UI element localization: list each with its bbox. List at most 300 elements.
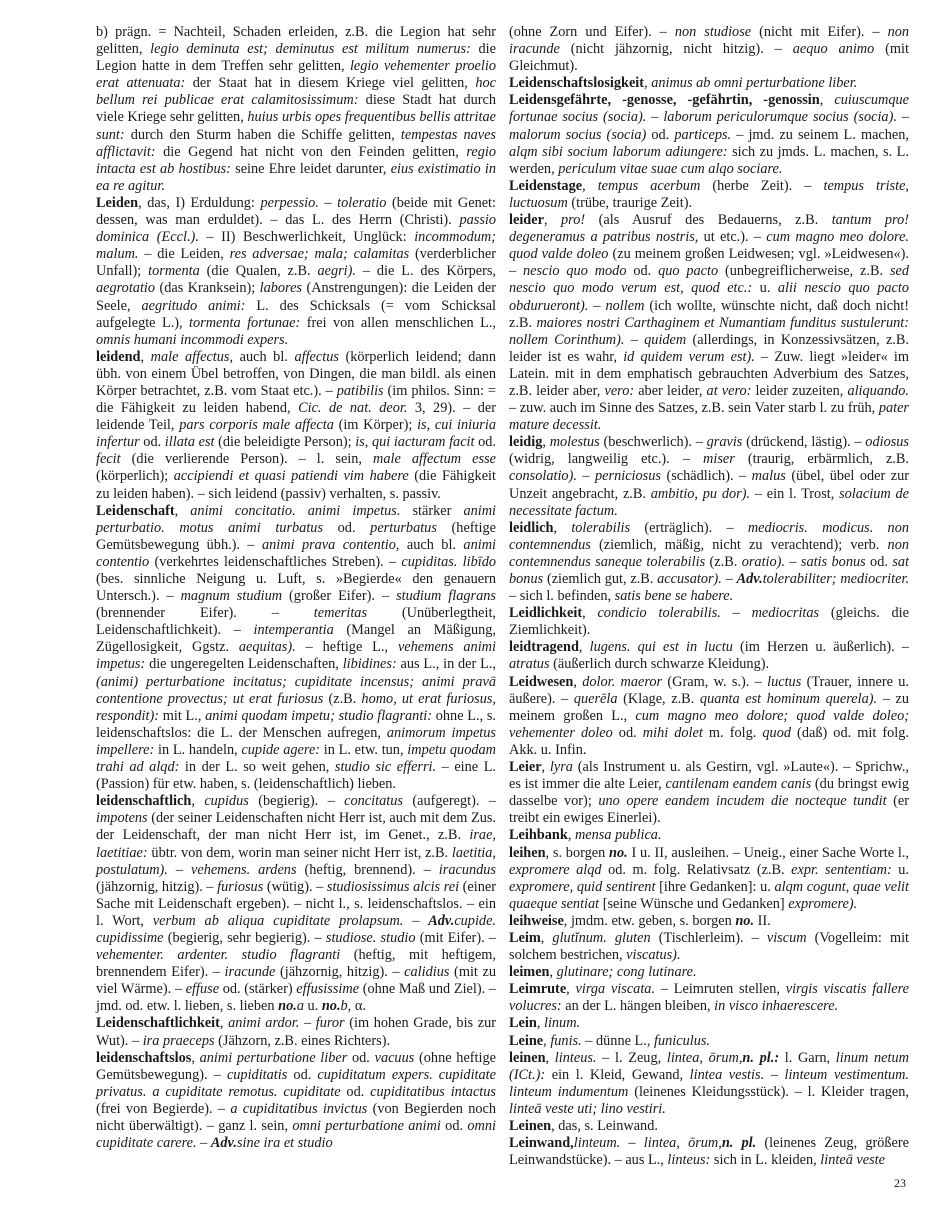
german-text: –: [646, 109, 664, 126]
latin-text: virgis viscatis fallere volucres:: [509, 981, 909, 1015]
latin-text: studio sic efferri.: [334, 759, 437, 776]
headword: Leihbank: [509, 827, 568, 844]
german-text: (aufgeregt). –: [402, 793, 496, 810]
german-text: die Legion hatte in dem Treffen sehr gelitten,: [96, 41, 497, 75]
latin-text: particeps.: [674, 126, 732, 143]
headword: leidlich: [509, 519, 554, 536]
german-text: mit L.,: [159, 707, 206, 724]
dictionary-entry: [96, 793, 496, 1015]
german-text: α.: [351, 998, 366, 1015]
latin-text: a: [296, 998, 304, 1015]
german-text: – zu meinem großen L.,: [509, 690, 909, 724]
latin-text: cuiuscumque fortunae socius (socia).: [509, 92, 909, 126]
latin-text: condicio tolerabilis.: [597, 605, 721, 622]
latin-text: laborum periculorumque socius (socia).: [663, 109, 897, 126]
german-text: od.: [865, 553, 893, 570]
dictionary-entry: [509, 24, 909, 75]
german-text: (ohne heftige Gemütsbewegung). –: [96, 1049, 496, 1083]
german-text: stärker: [400, 502, 464, 519]
latin-text: sed nescio quo modo verum est, quod etc.:: [509, 263, 909, 297]
headword: Leidenschaftslosigkeit: [509, 75, 645, 92]
latin-text: legio deminuta est; deminutus est militum numerus:: [150, 41, 471, 58]
latin-text: pars corporis male affecta: [179, 417, 334, 434]
german-text: (die Qualen, z.B.: [199, 263, 318, 280]
headword: leidig: [509, 434, 543, 451]
dictionary-entry: [509, 827, 909, 844]
latin-text: pro!: [561, 212, 586, 229]
latin-text: perturbatus: [370, 519, 437, 536]
german-text: –: [721, 571, 737, 587]
headword: Leidenstage: [509, 177, 583, 194]
german-text: II.: [754, 912, 771, 929]
latin-text: aegrotatio: [96, 280, 156, 297]
german-text: an der L. hängen bleiben,: [561, 998, 715, 1015]
german-text: – Zuw. liegt »leider« im Latein. mit in dem emphatisch gebrauchten Adverbium des Satzes, z.B. leider aber,: [509, 348, 909, 399]
german-text: – Leimruten stellen,: [655, 981, 786, 998]
german-text: (als Instrument u. als Gestirn, vgl. »Laute«). – Sprichw., es ist immer die alte Leier,: [509, 759, 909, 793]
german-text: ,: [553, 519, 572, 536]
german-text: (Jähzorn, z.B. eines Richters).: [214, 1032, 391, 1049]
german-text: (von Begierden noch nicht überwältigt). – ganz l. sein,: [96, 1100, 496, 1134]
german-text: (Vogelleim: mit solchem bestrichen,: [509, 929, 910, 964]
dictionary-entry: [96, 503, 496, 794]
german-text: –: [167, 861, 191, 878]
latin-text: in visco inhaerescere.: [714, 998, 839, 1015]
dictionary-entry: [509, 964, 909, 981]
german-text: – dünne L.,: [581, 1032, 654, 1049]
latin-text: perpessio.: [260, 194, 319, 211]
latin-text: animi prava contentio,: [261, 536, 400, 553]
headword: Leier: [509, 759, 542, 776]
latin-text: mensa publica.: [574, 827, 662, 844]
latin-text: nollem: [605, 297, 645, 314]
german-text: (im hohen Grade, bis zur Wut). –: [96, 1015, 496, 1049]
german-text: ,: [542, 434, 550, 451]
latin-text: quod: [762, 724, 791, 741]
latin-text: furor: [315, 1015, 345, 1032]
latin-text: tempus acerbum: [597, 177, 701, 194]
latin-text: lintea, ōrum,: [643, 1135, 722, 1152]
latin-text: tantum pro! degeneramus a patribus nostris,: [509, 212, 909, 246]
latin-text: hoc bellum rei publicae erat calamitosissimum:: [96, 75, 496, 109]
latin-text: lugens. qui est in luctu: [589, 639, 733, 656]
german-text: (wütig). –: [263, 878, 327, 895]
latin-text: regio intacta est ab hostibus:: [96, 143, 496, 177]
german-text: (im philos. Sinn: = die Fähigkeit zu leiden habend,: [96, 382, 496, 417]
german-text: (begierig, sehr begierig). –: [163, 929, 326, 946]
german-text: in der L. so weit gehen,: [179, 759, 335, 776]
german-text: u.: [752, 280, 778, 297]
german-text: (widrig, langweilig etc.). –: [509, 451, 704, 468]
german-text: (im Körper);: [333, 417, 418, 434]
latin-text: exprоmere, quid sentirent: [509, 878, 656, 895]
latin-text: impetu quodam trahi ad alqd:: [96, 741, 496, 776]
latin-text: sine ira et studio: [236, 1135, 333, 1152]
latin-text: a cupiditatibus invictus: [230, 1100, 368, 1117]
latin-text: alii nescio quo pacto obdurueront).: [509, 280, 909, 314]
latin-text: molestus: [549, 434, 600, 451]
german-text: ,: [567, 827, 575, 844]
dictionary-entry: [509, 520, 909, 605]
latin-text: vehemens animi impetus:: [96, 639, 496, 673]
german-text: od.: [340, 1083, 371, 1100]
latin-text: omnis humani incommodi expers.: [96, 331, 289, 348]
german-text: ,: [578, 639, 590, 656]
dictionary-entry: [96, 1015, 496, 1049]
latin-text: cantilenam eandem canis: [665, 776, 812, 793]
german-text: [ihre Gedanken]: u.: [655, 878, 775, 895]
grammar-label: no.: [321, 998, 341, 1015]
german-text: od.: [612, 724, 643, 741]
german-text: ,: [541, 759, 550, 776]
headword: leidtragend: [509, 639, 579, 656]
german-text: u.: [891, 861, 910, 878]
dictionary-entry: [509, 845, 909, 913]
latin-text: linum netum (ICt.):: [509, 1049, 909, 1083]
latin-text: passio dominica (Eccl.).: [96, 212, 496, 246]
latin-text: cupiditatis: [226, 1066, 288, 1083]
german-text: (leinenes Kleidungsstück). – l. Kleider tragen,: [628, 1083, 910, 1100]
latin-text: non contemnendus saneque tolerabilis: [509, 536, 909, 570]
german-text: –: [403, 912, 429, 929]
latin-text: maiores nostri Carthaginem et Numantiam funditus sustulerunt: nollem Corinthum).: [509, 314, 909, 348]
german-text: (frei von Begierde). –: [96, 1100, 231, 1117]
german-text: auch bl.: [399, 536, 464, 553]
latin-text: animi quodam impetu; studio flagranti:: [205, 707, 433, 724]
latin-text: funiculus.: [653, 1032, 710, 1049]
latin-text: virga viscata.: [575, 981, 656, 998]
german-text: die Gegend hat nicht von den Feinden gelitten,: [155, 143, 467, 160]
german-text: (verderblicher Unfall);: [96, 246, 496, 280]
german-text: ,: [644, 75, 652, 92]
german-text: durch den Sturm haben die Schiffe gelitten,: [124, 126, 401, 143]
dictionary-entry: [509, 434, 909, 519]
german-text: ,: [536, 1015, 544, 1032]
latin-text: viscatus).: [626, 947, 681, 964]
german-text: (heftig, mit heftigem, brennendem Eifer). –: [96, 947, 496, 981]
latin-text: atratus: [509, 656, 550, 673]
latin-text: illata est: [164, 434, 215, 451]
german-text: (begierig). –: [248, 793, 345, 810]
german-text: (äußerlich durch schwarze Kleidung).: [549, 656, 770, 673]
headword: leinen: [509, 1049, 546, 1066]
latin-text: dolor. maeror: [582, 673, 663, 690]
latin-text: vero:: [604, 382, 635, 399]
german-text: ,: [582, 605, 598, 622]
latin-text: cupiditas. libīdo: [401, 553, 496, 570]
dictionary-entry: [509, 639, 909, 673]
latin-text: furiosus: [217, 878, 264, 895]
german-text: ein l. Kleid, Gewand,: [545, 1066, 690, 1083]
latin-text: funis.: [550, 1032, 582, 1049]
dictionary-entry: [509, 212, 909, 434]
latin-text: huius urbis opes frequentibus bellis attritae sunt:: [96, 109, 496, 143]
headword: Leidlichkeit: [509, 605, 583, 622]
german-text: I u. II, ausleihen. – Uneig., einer Sache Worte l.,: [627, 844, 909, 861]
german-text: (ich wollte, wünschte nicht, daß doch nicht! z.B.: [509, 297, 910, 331]
latin-text: laetitia, postulatum).: [96, 844, 496, 878]
latin-text: verbum ab aliqua cupiditate prolapsum.: [152, 912, 404, 929]
german-text: (Mangel an Mäßigung, Zügellosigkeit, Ggstz.: [96, 622, 496, 656]
german-text: ,: [573, 673, 583, 690]
german-text: (mit Eifer). –: [415, 929, 497, 946]
latin-text: malorum socius (socia): [509, 126, 647, 143]
latin-text: tormenta: [148, 263, 200, 280]
dictionary-entry: [509, 75, 909, 92]
latin-text: aequitas).: [238, 639, 296, 656]
latin-text: ira praeceps: [142, 1032, 215, 1049]
latin-text: studiosissimus alcis rei: [326, 878, 460, 895]
dictionary-entry: [509, 1118, 909, 1135]
latin-text: gravis: [706, 434, 743, 451]
german-text: –: [720, 605, 752, 622]
grammar-label: Adv.: [210, 1135, 237, 1152]
dictionary-entry: [509, 178, 909, 212]
latin-text: non iracunde: [509, 24, 910, 58]
headword: leihweise: [509, 912, 564, 929]
latin-text: linteum vestimentum. linteum indumentum: [509, 1066, 909, 1100]
german-text: –: [896, 109, 909, 126]
latin-text: glutĭnum. gluten: [552, 929, 651, 946]
german-text: ,: [549, 964, 557, 981]
latin-text: uno opere eandem incudem die noctеque tundit: [598, 793, 887, 810]
latin-text: animi perturbatio. motus animi turbatus: [96, 502, 497, 536]
german-text: –: [196, 1135, 211, 1152]
latin-text: cupiditatum expers. cupiditate privatus. a cupiditate remotus. cupiditate: [96, 1066, 496, 1100]
latin-text: consolatio).: [509, 468, 577, 485]
german-text: aber leider,: [634, 382, 707, 399]
german-text: ,: [566, 981, 576, 998]
headword: Leidwesen: [509, 673, 574, 690]
dictionary-entry: [509, 1050, 909, 1118]
latin-text: omni perturbatione animi: [292, 1118, 441, 1134]
latin-text: aegritudo animi:: [141, 297, 246, 314]
dictionary-entry: [509, 981, 909, 1015]
latin-text: magnum studium: [180, 588, 283, 605]
german-text: m. folg.: [702, 724, 763, 741]
latin-text: aequo animo: [792, 41, 875, 58]
german-text: leider zuzeiten,: [751, 382, 848, 399]
headword: Leim: [509, 929, 541, 946]
german-text: (Unüberlegtheit, Leidenschaftlichkeit). –: [96, 605, 496, 639]
grammar-label: Adv.: [736, 571, 763, 587]
latin-text: quo pacto: [658, 263, 719, 280]
german-text: – die L. des Körpers,: [355, 263, 497, 280]
german-text: , jmdm. etw. geben, s. borgen: [563, 912, 736, 929]
german-text: (das Kranksein);: [155, 280, 260, 297]
latin-text: animi concitatio. animi impetus.: [190, 502, 401, 519]
latin-text: patibilis: [336, 382, 384, 399]
headword: leidend: [96, 348, 141, 365]
latin-text: male affectum esse: [373, 451, 496, 468]
latin-text: mihi dolet: [642, 724, 703, 741]
german-text: –: [576, 468, 596, 485]
german-text: od.: [440, 1118, 468, 1134]
german-text: [seine Wünsche und Gedanken]: [599, 895, 789, 912]
german-text: (als Ausruf des Bedauerns, z.B.: [585, 212, 832, 229]
german-text: (erträglich). –: [630, 519, 748, 536]
headword: leidenschaftslos: [96, 1049, 192, 1066]
german-text: die ungeregelten Leidenschaften,: [145, 656, 343, 673]
german-text: (ohne Zorn und Eifer). –: [509, 24, 675, 40]
german-text: in L. handeln,: [154, 741, 242, 758]
german-text: L. des Schicksals (= vom Schicksal aufgelegte L.),: [96, 297, 497, 331]
latin-text: intemperantia: [253, 622, 334, 639]
german-text: ,: [140, 348, 151, 365]
dictionary-entry: [96, 1050, 496, 1153]
german-text: (Gram, w. s.). –: [662, 673, 768, 690]
german-text: ,: [174, 502, 191, 519]
latin-text: animi perturbatione liber: [199, 1049, 348, 1066]
german-text: (beschwerlich). –: [599, 434, 707, 451]
german-text: od. (stärker): [219, 981, 297, 998]
german-text: , das, s. Leinwand.: [551, 1118, 658, 1134]
page-number: 23: [894, 1176, 906, 1190]
latin-text: cum magno meo dolore; quod valde doleo; vehementer doleo: [509, 707, 909, 741]
german-text: –: [785, 553, 801, 570]
latin-text: fecit: [96, 451, 121, 468]
latin-text: linteus.: [554, 1049, 597, 1066]
latin-text: lyra: [549, 759, 573, 776]
headword: Leidenschaftlichkeit: [96, 1015, 220, 1032]
german-text: (bes. sinnliche Neigung u. Luft, s. »Begierde« den genauern Untersch.). –: [96, 571, 496, 605]
latin-text: eius existimatio in ea re agitur.: [96, 160, 496, 194]
german-text: (verkehrtes leidenschaftliches Streben). –: [149, 553, 402, 570]
german-text: – die Leiden,: [138, 246, 230, 263]
german-text: ,: [819, 92, 835, 109]
latin-text: solacium de necessitate factum.: [509, 485, 909, 519]
latin-text: accipiendi et quasi patiendi vim habere: [173, 468, 409, 485]
dictionary-entry: [96, 349, 496, 503]
dictionary-entry: [509, 913, 909, 930]
german-text: (er treibt ein ewiges Einerlei).: [509, 793, 909, 827]
german-text: (im Herzen u. äußerlich). –: [732, 639, 909, 656]
latin-text: ambitio, pu dor).: [650, 485, 751, 502]
latin-text: alqm cogunt, quae velit quaeque sentiat: [509, 878, 909, 912]
german-text: – ein l. Trost,: [750, 485, 840, 502]
german-text: sich zu jmds. L. machen, s. L. werden,: [509, 143, 909, 177]
latin-text: luctus: [767, 673, 802, 690]
german-text: der Staat hat in diesem Kriege viel gelitten,: [185, 75, 476, 92]
latin-text: vehementer. ardenter. studio flagranti: [96, 947, 341, 964]
latin-text: cupiditatibus intactus: [370, 1083, 496, 1100]
german-text: (einer Sache mit Leidenschaft ergeben). – nicht l., s. leidenschaftslos. – ein l. Wort,: [96, 878, 496, 929]
german-text: –: [624, 331, 645, 348]
left-column: [96, 24, 496, 1152]
grammar-label: n. pl.: [721, 1135, 757, 1152]
latin-text: (animi) perturbatione incitatus; cupiditate incensus; animi pravā contentione provectus; ut erat furiosus: [96, 673, 496, 707]
latin-text: nescio quo modo: [523, 263, 627, 280]
latin-text: effuse: [185, 981, 220, 998]
dictionary-entry: [509, 674, 909, 759]
german-text: od.: [347, 1049, 375, 1066]
right-column: [509, 24, 909, 1169]
german-text: (nicht jähzornig, nicht hitzig). –: [559, 41, 793, 58]
latin-text: lintea vestis.: [689, 1066, 765, 1083]
latin-text: animi contentio: [96, 536, 496, 570]
german-text: (Trauer, innere u. äußere). –: [509, 673, 909, 707]
grammar-label: no.: [735, 912, 755, 929]
german-text: od.: [323, 519, 371, 536]
latin-text: satis bene se habere.: [614, 588, 734, 605]
german-text: (der seiner Leidenschaften nicht Herr ist, auch mit dem Zus. der Leidenschaft, der man nicht Herr ist, im Genet., z.B.: [96, 810, 496, 844]
german-text: in L. etw. tun,: [320, 741, 408, 758]
german-text: od.: [626, 263, 659, 280]
german-text: (gleichs. die Ziemlichkeit).: [509, 605, 909, 639]
german-text: (du bringst ewig dasselbe vor);: [509, 776, 909, 810]
latin-text: mediocritas: [751, 605, 820, 622]
german-text: , s. borgen: [545, 844, 610, 861]
latin-text: glutinare; cong lutinare.: [556, 964, 697, 981]
german-text: – II) Beschwerlichkeit, Unglück:: [198, 229, 415, 246]
german-text: (die verlierende Person). – l. sein,: [120, 451, 374, 468]
latin-text: id quidem verum est).: [623, 348, 755, 365]
german-text: (Tischlerleim). –: [650, 929, 767, 946]
headword: Leinen: [509, 1118, 552, 1134]
german-text: (trübe, traurige Zeit).: [567, 194, 693, 211]
german-text: (nicht mit Eifer). –: [751, 24, 888, 40]
german-text: (unbegreiflicherweise, z.B.: [718, 263, 890, 280]
german-text: –: [318, 194, 338, 211]
german-text: ,: [543, 1032, 551, 1049]
latin-text: linteā veste uti; lino vestiri.: [509, 1100, 666, 1117]
german-text: –: [764, 1066, 785, 1083]
german-text: frei von allen menschlichen L.,: [300, 314, 496, 331]
german-text: aus L., in der L.,: [396, 656, 496, 673]
latin-text: toleratio: [337, 194, 387, 211]
latin-text: res adversae; mala; calamitas: [229, 246, 410, 263]
latin-text: exprоmere alqd: [509, 861, 602, 878]
dictionary-entry: [509, 759, 909, 827]
latin-text: is, qui iacturam facit: [355, 434, 475, 451]
german-text: (ziemlich, mäßig, nicht zu verachtend); verb.: [590, 536, 888, 553]
headword: Leidensgefährte, -genosse, -gefährtin, -genossin: [509, 92, 820, 109]
german-text: ,: [191, 793, 205, 810]
latin-text: linteum.: [573, 1135, 621, 1152]
german-text: (die beleidigte Person);: [214, 434, 356, 451]
latin-text: impotens: [96, 810, 148, 827]
latin-text: periculum vitae suae cum alqo sociare.: [558, 160, 783, 177]
latin-text: exprоmere).: [788, 895, 858, 912]
headword: Leimrute: [509, 981, 567, 998]
german-text: – jmd. zu seinem L. machen,: [731, 126, 909, 143]
german-text: , das, I) Erduldung:: [138, 194, 261, 211]
headword: leidenschaftlich: [96, 793, 192, 810]
latin-text: viscum: [766, 929, 807, 946]
latin-text: cupide agere:: [241, 741, 321, 758]
german-text: 3, 29). – der leidende Teil,: [96, 400, 496, 434]
german-text: ,: [219, 1015, 229, 1032]
latin-text: cupide. cupidissime: [96, 912, 496, 946]
latin-text: expr. sententiam:: [791, 861, 892, 878]
german-text: sich in L. kleiden,: [710, 1152, 821, 1169]
latin-text: incommodum; malum.: [96, 229, 496, 263]
german-text: (die Fähigkeit zu leiden haben). – sich leidend (passiv) verhalten, s. passiv.: [96, 468, 496, 502]
german-text: (körperlich);: [96, 468, 174, 485]
german-text: (jähzornig, hitzig). –: [275, 964, 405, 981]
latin-text: at vero:: [706, 382, 752, 399]
grammar-label: no.: [609, 844, 628, 861]
headword: Leinwand,: [509, 1135, 574, 1152]
german-text: (Anstrengungen): die Leiden der Seele,: [96, 280, 496, 314]
latin-text: irae, laetitiae:: [96, 827, 496, 861]
latin-text: affectus: [294, 348, 339, 365]
german-text: od. m. folg. Relativsatz (z.B.: [601, 861, 792, 878]
german-text: –: [588, 297, 606, 314]
german-text: –: [620, 1135, 644, 1152]
latin-text: is, cui iniuria infertur: [96, 417, 496, 451]
latin-text: studiose. studio: [325, 929, 416, 946]
